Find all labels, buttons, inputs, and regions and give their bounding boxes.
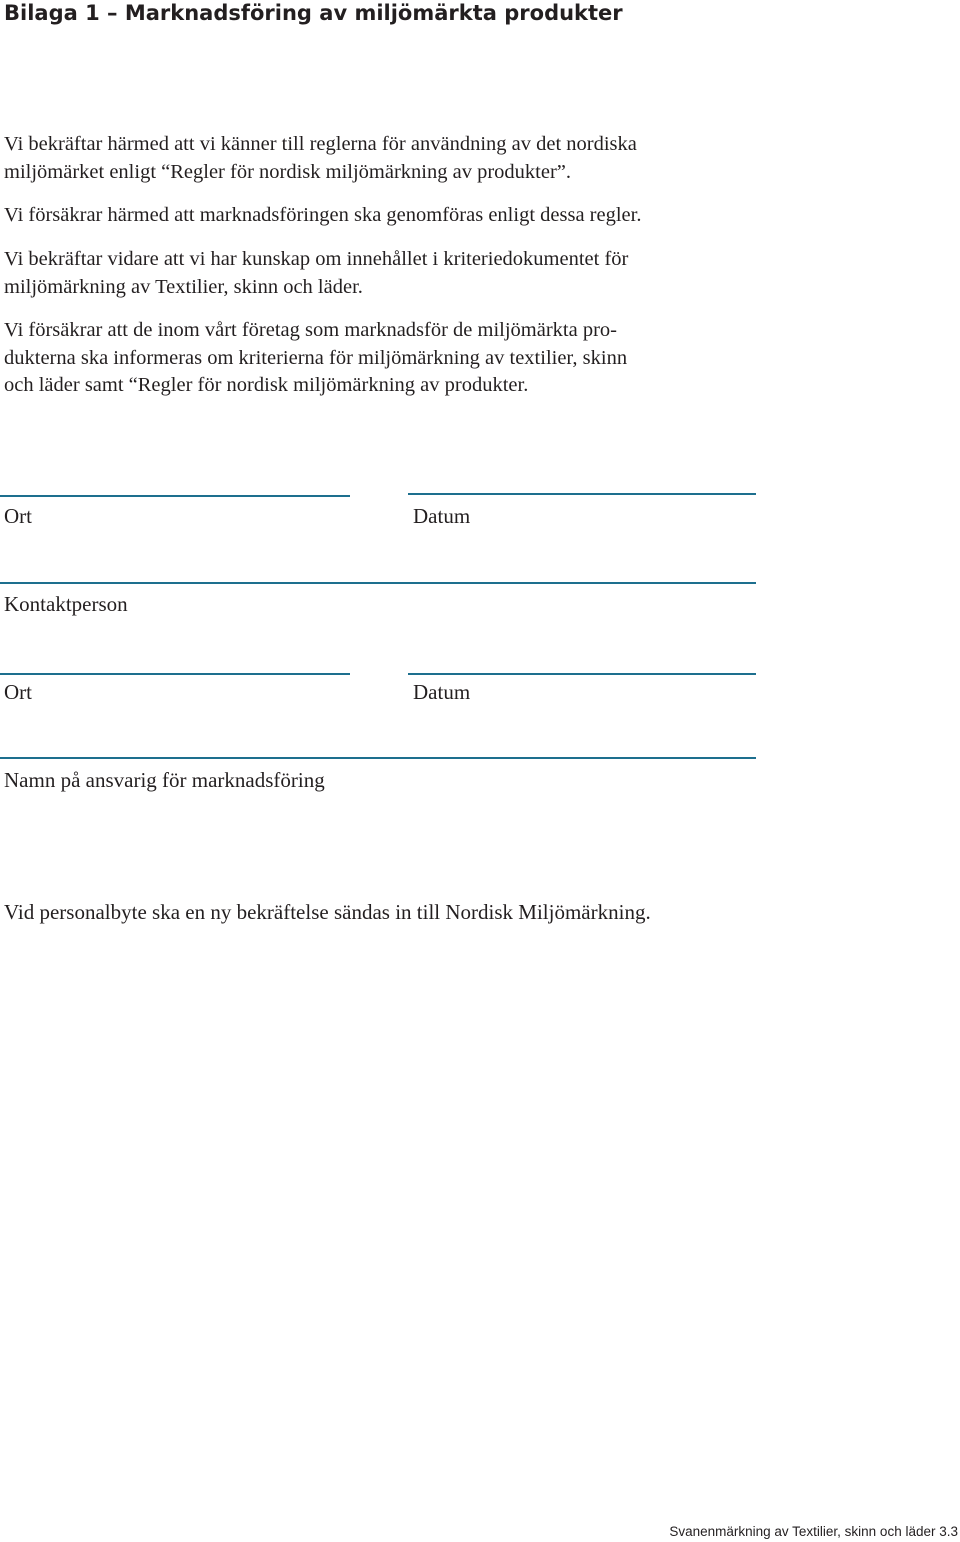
- paragraph-criteria-knowledge: [4, 246, 764, 301]
- place-2-label: Ort: [4, 680, 32, 704]
- contact-person-label: Kontaktperson: [4, 592, 128, 616]
- paragraph-rules-confirmation: [4, 131, 764, 186]
- paragraph-line: Vi bekräftar härmed att vi känner till reglerna för användning av det nordiska: [4, 133, 637, 155]
- page-footer: Svanenmärkning av Textilier, skinn och läder 3.3: [669, 1524, 958, 1539]
- paragraph-line: Vi försäkrar att de inom vårt företag som marknadsför de miljömärkta pro-: [4, 319, 617, 341]
- paragraph-line: Vi bekräftar vidare att vi har kunskap om innehållet i kriteriedokumentet för: [4, 248, 629, 270]
- date-2-signature-line[interactable]: [408, 673, 756, 675]
- marketing-responsible-label: Namn på ansvarig för marknadsföring: [4, 768, 325, 792]
- place-2-signature-line[interactable]: [0, 673, 350, 675]
- date-1-signature-line[interactable]: [408, 493, 756, 495]
- date-2-label: Datum: [413, 680, 471, 704]
- staff-change-note: Vid personalbyte ska en ny bekräftelse sändas in till Nordisk Miljömärkning.: [4, 900, 651, 924]
- place-1-signature-line[interactable]: [0, 495, 350, 497]
- page-title: Bilaga 1 – Marknadsföring av miljömärkta produkter: [4, 1, 623, 25]
- paragraph-line: miljömärkning av Textilier, skinn och läder.: [4, 275, 363, 298]
- paragraph-line: dukterna ska informeras om kriterierna för miljömärkning av textilier, skinn: [4, 346, 628, 369]
- contact-person-signature-line[interactable]: [0, 582, 756, 584]
- date-1-label: Datum: [413, 504, 471, 528]
- paragraph-staff-information: [4, 317, 764, 400]
- paragraph-line: och läder samt “Regler för nordisk miljömärkning av produkter.: [4, 374, 529, 396]
- paragraph-line: Vi försäkrar härmed att marknadsföringen ska genomföras enligt dessa regler.: [4, 204, 642, 226]
- paragraph-line: miljömärket enligt “Regler för nordisk miljömärkning av produkter”.: [4, 160, 572, 183]
- paragraph-marketing-assurance: [4, 202, 764, 230]
- marketing-responsible-signature-line[interactable]: [0, 757, 756, 759]
- place-1-label: Ort: [4, 504, 32, 528]
